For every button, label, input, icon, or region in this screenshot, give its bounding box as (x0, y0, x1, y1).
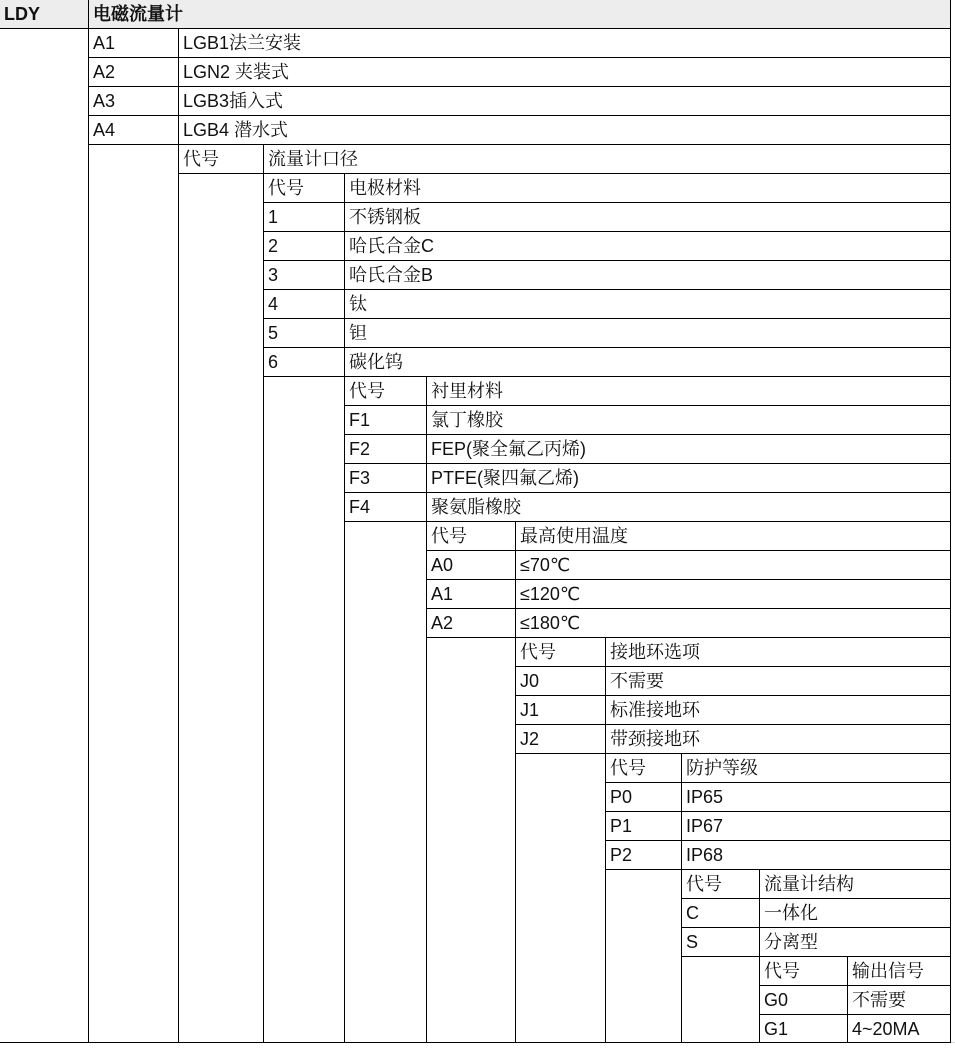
model-code: A1 (93, 33, 116, 53)
output-label-cell[interactable] (847, 1015, 951, 1043)
row-label: 带颈接地环 (610, 729, 700, 749)
model-code: A4 (93, 120, 116, 140)
row-label: 碳化钨 (349, 352, 403, 372)
model-label: LGB3插入式 (183, 91, 284, 111)
model-label: LGB4 潜水式 (183, 120, 289, 140)
row-label: 标准接地环 (610, 700, 700, 720)
lining-label-cell[interactable] (426, 464, 951, 493)
electrode-code-header[interactable] (263, 174, 344, 203)
row-label: 不需要 (610, 671, 664, 691)
model-label: LGB1法兰安装 (183, 33, 302, 53)
grounding-title[interactable] (605, 638, 951, 667)
code-header-label: 代号 (520, 642, 556, 662)
section-title: 接地环选项 (610, 642, 700, 662)
code-header-label: 代号 (183, 149, 219, 169)
row-code: F3 (349, 468, 371, 488)
row-label: 氯丁橡胶 (431, 410, 503, 430)
electrode-code-cell[interactable] (263, 348, 344, 377)
electrode-label-cell[interactable] (344, 232, 951, 261)
row-label: 钛 (349, 294, 367, 314)
temperature-code-header[interactable] (426, 522, 515, 551)
electrode-label-cell[interactable] (344, 261, 951, 290)
electrode-label-cell[interactable] (344, 348, 951, 377)
grounding-code-cell[interactable] (515, 667, 605, 696)
caliber-code-header[interactable] (178, 145, 263, 174)
electrode-code-cell[interactable] (263, 319, 344, 348)
row-label: 分离型 (764, 932, 818, 952)
model-code-cell[interactable] (88, 116, 178, 145)
temperature-label-cell[interactable] (515, 580, 951, 609)
output-code-cell[interactable] (759, 986, 847, 1015)
row-code: G0 (764, 990, 789, 1010)
model-code-cell[interactable] (88, 87, 178, 116)
row-code: 3 (268, 265, 279, 285)
caliber-title[interactable] (263, 145, 951, 174)
output-label-cell[interactable] (847, 986, 951, 1015)
temperature-label-cell[interactable] (515, 551, 951, 580)
grounding-label-cell[interactable] (605, 725, 951, 754)
electrode-label-cell[interactable] (344, 203, 951, 232)
model-code-cell[interactable] (88, 29, 178, 58)
header-code: LDY (4, 4, 40, 24)
lining-code-cell[interactable] (344, 493, 426, 522)
structure-code-cell[interactable] (681, 928, 759, 957)
row-label: IP65 (686, 787, 724, 807)
code-header-label: 代号 (268, 178, 304, 198)
empty-cell[interactable] (0, 29, 89, 1043)
protection-label-cell[interactable] (681, 783, 951, 812)
model-label-cell[interactable] (178, 58, 951, 87)
row-code: G1 (764, 1019, 789, 1039)
row-label: ≤70℃ (520, 555, 571, 575)
row-code: A0 (431, 555, 454, 575)
section-title: 防护等级 (686, 758, 758, 778)
section-title: 最高使用温度 (520, 526, 628, 546)
row-code: A1 (431, 584, 454, 604)
empty-cell[interactable] (178, 174, 264, 1043)
grounding-label-cell[interactable] (605, 667, 951, 696)
grounding-code-header[interactable] (515, 638, 605, 667)
section-title: 衬里材料 (431, 381, 503, 401)
row-code: F1 (349, 410, 371, 430)
header-code-cell[interactable] (0, 0, 88, 29)
temperature-title[interactable] (515, 522, 951, 551)
empty-cell[interactable] (88, 145, 179, 1043)
section-title: 流量计口径 (268, 149, 358, 169)
row-code: 1 (268, 207, 279, 227)
row-label: ≤120℃ (520, 584, 581, 604)
row-code: 2 (268, 236, 279, 256)
row-label: 哈氏合金C (349, 236, 434, 256)
section-title: 电极材料 (349, 178, 421, 198)
code-header-label: 代号 (764, 961, 800, 981)
row-label: IP68 (686, 845, 724, 865)
output-title[interactable] (847, 957, 951, 986)
protection-label-cell[interactable] (681, 812, 951, 841)
model-label-cell[interactable] (178, 29, 951, 58)
row-code: J0 (520, 671, 540, 691)
model-label: LGN2 夹装式 (183, 62, 290, 82)
row-label: 聚氨脂橡胶 (431, 497, 521, 517)
output-code-cell[interactable] (759, 1015, 847, 1043)
empty-cell[interactable] (515, 754, 606, 1043)
electrode-code-cell[interactable] (263, 203, 344, 232)
header-title-cell[interactable] (88, 0, 951, 29)
row-code: P0 (610, 787, 633, 807)
lining-title[interactable] (426, 377, 951, 406)
row-code: C (686, 903, 699, 923)
electrode-code-cell[interactable] (263, 232, 344, 261)
model-code-cell[interactable] (88, 58, 178, 87)
row-code: P1 (610, 816, 633, 836)
lining-code-header[interactable] (344, 377, 426, 406)
electrode-label-cell[interactable] (344, 319, 951, 348)
row-code: J1 (520, 700, 540, 720)
empty-cell[interactable] (605, 870, 682, 1043)
model-label-cell[interactable] (178, 116, 951, 145)
model-code: A2 (93, 62, 116, 82)
lining-label-cell[interactable] (426, 406, 951, 435)
lining-label-cell[interactable] (426, 493, 951, 522)
protection-title[interactable] (681, 754, 951, 783)
protection-code-cell[interactable] (605, 812, 681, 841)
row-label: 不需要 (852, 990, 906, 1010)
model-code: A3 (93, 91, 116, 111)
structure-code-cell[interactable] (681, 899, 759, 928)
row-label: 哈氏合金B (349, 265, 434, 285)
row-label: 钽 (349, 323, 367, 343)
row-code: 6 (268, 352, 279, 372)
empty-cell[interactable] (344, 522, 427, 1043)
lining-code-cell[interactable] (344, 435, 426, 464)
row-code: J2 (520, 729, 540, 749)
temperature-code-cell[interactable] (426, 609, 515, 638)
row-label: 一体化 (764, 903, 818, 923)
code-header-label: 代号 (431, 526, 467, 546)
electrode-label-cell[interactable] (344, 290, 951, 319)
temperature-code-cell[interactable] (426, 580, 515, 609)
row-code: A2 (431, 613, 454, 633)
table-bottom-border (0, 1042, 951, 1043)
electrode-code-cell[interactable] (263, 290, 344, 319)
structure-label-cell[interactable] (759, 928, 951, 957)
section-title: 流量计结构 (764, 874, 854, 894)
code-header-label: 代号 (610, 758, 646, 778)
row-code: 5 (268, 323, 279, 343)
temperature-code-cell[interactable] (426, 551, 515, 580)
row-code: P2 (610, 845, 633, 865)
header-title: 电磁流量计 (93, 4, 183, 24)
temperature-label-cell[interactable] (515, 609, 951, 638)
grounding-code-cell[interactable] (515, 725, 605, 754)
row-label: 不锈钢板 (349, 207, 421, 227)
protection-code-header[interactable] (605, 754, 681, 783)
lining-code-cell[interactable] (344, 406, 426, 435)
output-code-header[interactable] (759, 957, 847, 986)
row-code: S (686, 932, 699, 952)
empty-cell[interactable] (426, 638, 516, 1043)
electrode-code-cell[interactable] (263, 261, 344, 290)
row-label: ≤180℃ (520, 613, 581, 633)
row-label: 4~20MA (852, 1019, 920, 1039)
row-code: F2 (349, 439, 371, 459)
electrode-title[interactable] (344, 174, 951, 203)
structure-label-cell[interactable] (759, 899, 951, 928)
protection-code-cell[interactable] (605, 841, 681, 870)
row-label: IP67 (686, 816, 724, 836)
empty-cell[interactable] (263, 377, 345, 1043)
lining-label-cell[interactable] (426, 435, 951, 464)
structure-title[interactable] (759, 870, 951, 899)
row-label: FEP(聚全氟乙丙烯) (431, 439, 586, 459)
model-label-cell[interactable] (178, 87, 951, 116)
empty-cell[interactable] (681, 957, 760, 1043)
row-label: PTFE(聚四氟乙烯) (431, 468, 579, 488)
structure-code-header[interactable] (681, 870, 759, 899)
lining-code-cell[interactable] (344, 464, 426, 493)
code-header-label: 代号 (686, 874, 722, 894)
row-code: 4 (268, 294, 279, 314)
code-header-label: 代号 (349, 381, 385, 401)
row-code: F4 (349, 497, 371, 517)
grounding-code-cell[interactable] (515, 696, 605, 725)
protection-label-cell[interactable] (681, 841, 951, 870)
protection-code-cell[interactable] (605, 783, 681, 812)
section-title: 输出信号 (852, 961, 924, 981)
grounding-label-cell[interactable] (605, 696, 951, 725)
